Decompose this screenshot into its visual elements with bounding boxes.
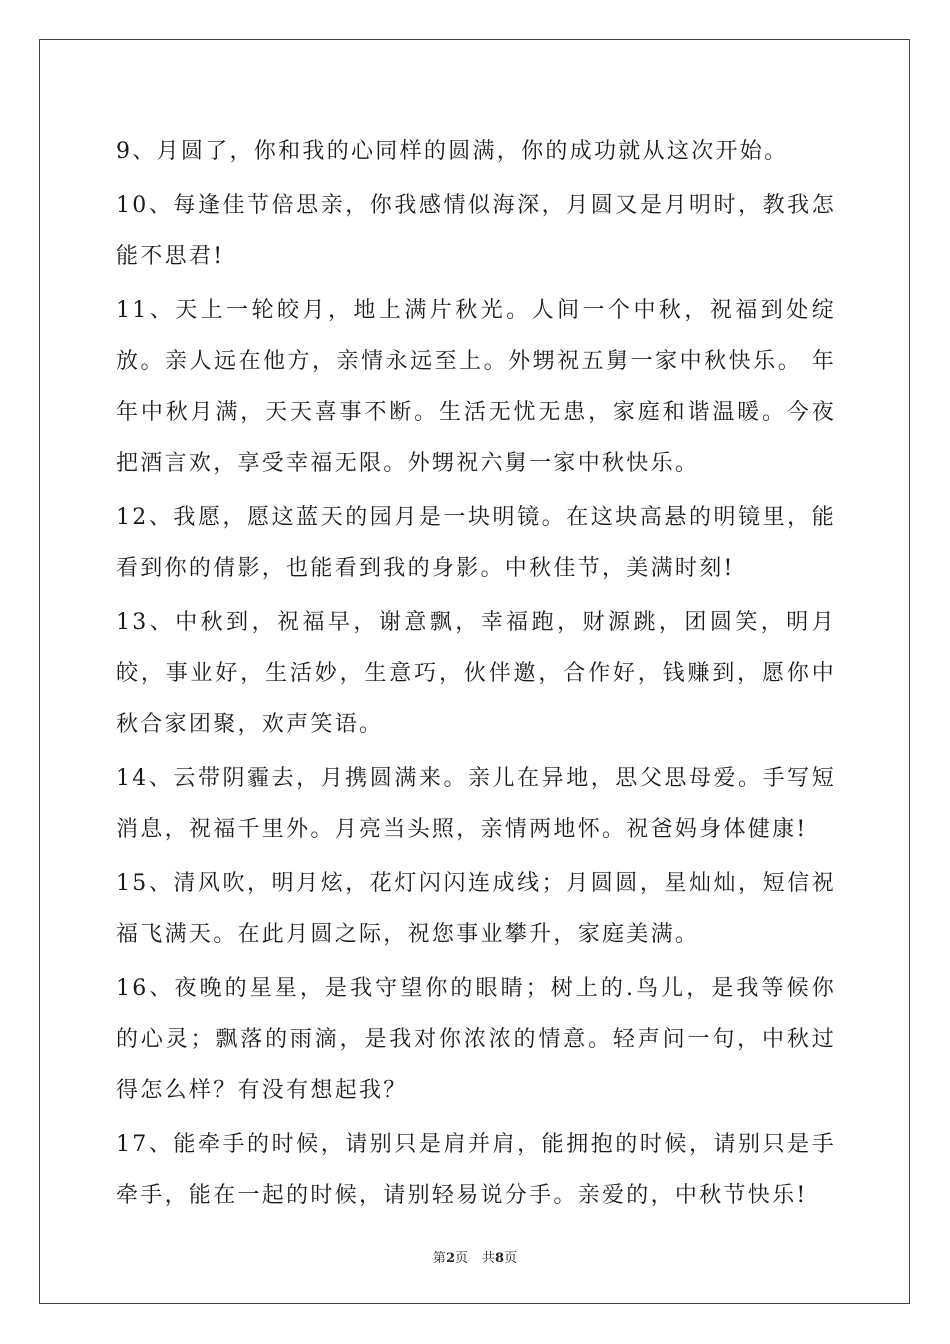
page-footer	[0, 1247, 950, 1266]
wish-paragraph-15: 15、清风吹，明月炫，花灯闪闪连成线；月圆圆，星灿灿，短信祝福飞满天。在此月圆之际，祝您事业攀升，家庭美满。	[116, 871, 836, 947]
page-prefix: 第	[432, 1251, 446, 1266]
total-suffix: 页	[504, 1251, 518, 1266]
wish-paragraph-9: 9、月圆了，你和我的心同样的圆满，你的成功就从这次开始。	[116, 139, 789, 164]
wish-paragraph-10: 10、每逢佳节倍思亲，你我感情似海深，月圆又是月明时，教我怎能不思君!	[116, 193, 836, 269]
total-prefix: 共	[482, 1251, 496, 1266]
total-pages-number: 8	[495, 1251, 505, 1266]
wish-paragraph-17: 17、能牵手的时候，请别只是肩并肩，能拥抱的时候，请别只是手牵手，能在一起的时候，请别轻易说分手。亲爱的，中秋节快乐!	[116, 1132, 836, 1208]
wish-paragraph-14: 14、云带阴霾去，月携圆满来。亲儿在异地，思父思母爱。手写短消息，祝福千里外。月亮当头照，亲情两地怀。祝爸妈身体健康!	[116, 766, 836, 842]
current-page-number: 2	[445, 1251, 455, 1266]
page-suffix: 页	[454, 1251, 468, 1266]
wish-paragraph-13: 13、中秋到，祝福早，谢意飘，幸福跑，财源跳，团圆笑，明月皎，事业好，生活妙，生意巧，伙伴邀，合作好，钱赚到，愿你中秋合家团聚，欢声笑语。	[116, 610, 836, 737]
wish-paragraph-16: 16、夜晚的星星，是我守望你的眼睛；树上的.鸟儿，是我等候你的心灵；飘落的雨滴，是我对你浓浓的情意。轻声问一句，中秋过得怎么样？有没有想起我？	[116, 976, 836, 1103]
wish-paragraph-11: 11、天上一轮皎月，地上满片秋光。人间一个中秋，祝福到处绽放。亲人远在他方，亲情永远至上。外甥祝五舅一家中秋快乐。 年年中秋月满，天天喜事不断。生活无忧无患，家庭和谐温暖。今夜把酒言欢，享受幸福无限。外甥祝六舅一家中秋快乐。	[116, 298, 836, 476]
document-body	[116, 126, 836, 1224]
wish-paragraph-12: 12、我愿，愿这蓝天的园月是一块明镜。在这块高悬的明镜里，能看到你的倩影，也能看到我的身影。中秋佳节，美满时刻!	[116, 505, 836, 581]
